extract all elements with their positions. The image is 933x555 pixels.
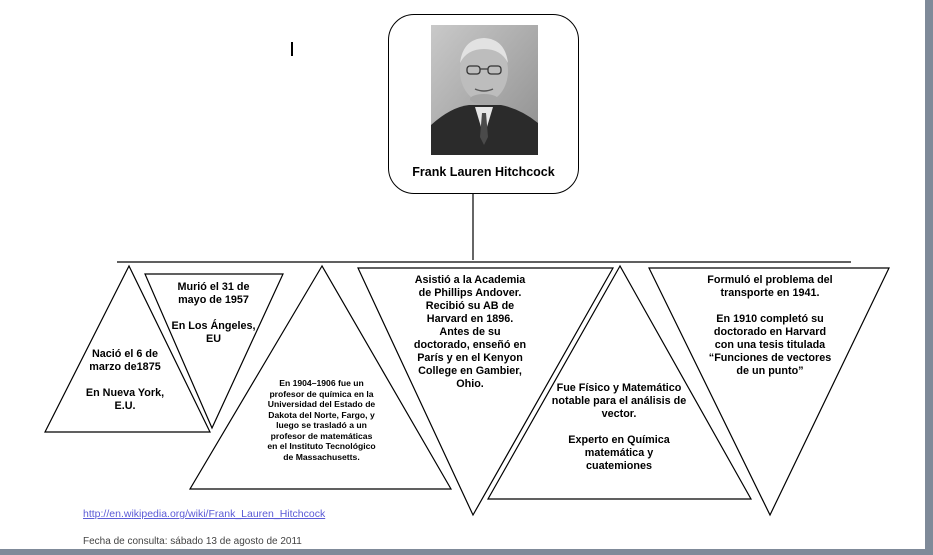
- triangle-birth-text: Nació el 6 de marzo de1875 En Nueva York, E.U.: [85, 348, 165, 412]
- triangle-death-text: Murió el 31 de mayo de 1957 En Los Ángeles, EU: [171, 281, 256, 345]
- triangle-career-text: En 1904–1906 fue un profesor de química en la Universidad del Estado de Dakota del Norte, Fargo, y luego se trasladó a un profesor de matemáticas en el Instituto Tecnológico de Massachusetts.: [267, 378, 376, 462]
- text-cursor: [291, 42, 293, 56]
- consult-date: Fecha de consulta: sábado 13 de agosto de 2011: [83, 536, 302, 547]
- window-frame-bottom: [0, 549, 933, 555]
- title-card: [388, 14, 579, 194]
- source-link[interactable]: http://en.wikipedia.org/wiki/Frank_Lauren_Hitchcock: [83, 508, 326, 520]
- triangle-contributions-text: Formuló el problema del transporte en 1941. En 1910 completó su doctorado en Harvard con una tesis titulada “Funciones de vectores de un punto”: [707, 274, 833, 377]
- triangle-expertise-text: Fue Físico y Matemático notable para el análisis de vector. Experto en Química matemática y cuatemiones: [551, 382, 687, 472]
- portrait-photo: [431, 25, 538, 155]
- window-frame-right: [925, 0, 933, 555]
- triangle-education-text: Asistió a la Academia de Phillips Andover. Recibió su AB de Harvard en 1896. Antes de su doctorado, enseñó en París y en el Kenyon College en Gambier, Ohio.: [413, 274, 527, 390]
- person-name: Frank Lauren Hitchcock: [412, 165, 555, 179]
